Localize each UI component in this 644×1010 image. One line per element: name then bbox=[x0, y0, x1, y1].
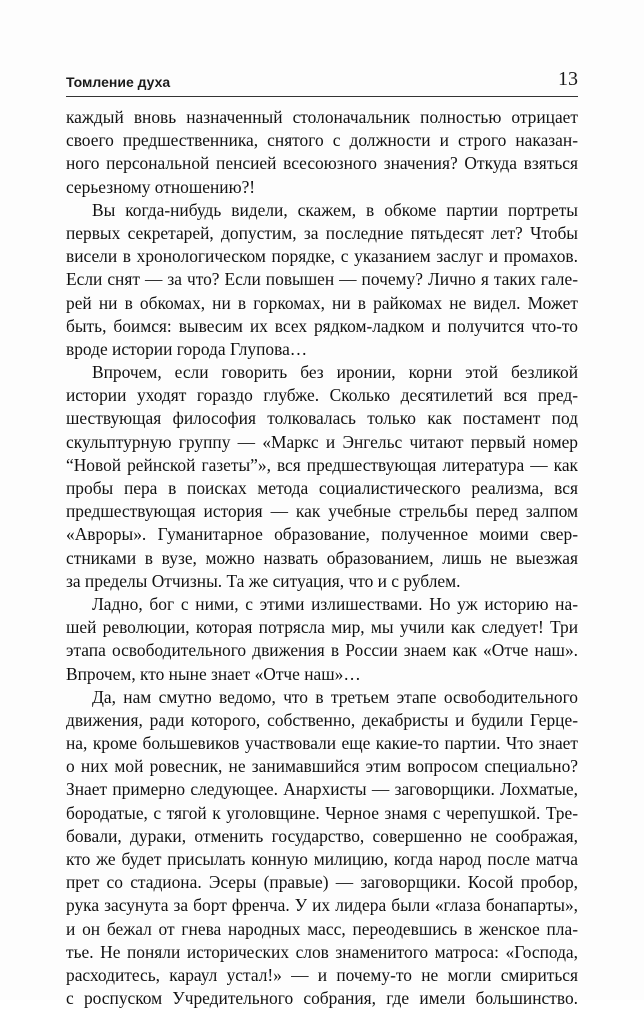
text-line: на, кроме большевиков участвовали еще какие-то партии. Что знает bbox=[66, 733, 578, 754]
text-line: прет со стадиона. Эсеры (правые) — заговорщики. Косой пробор, bbox=[66, 872, 578, 893]
text-line: движения, ради которого, собственно, декабристы и будили Герце- bbox=[66, 709, 578, 730]
text-line: истории уходят гораздо глубже. Сколько десятилетий вся пред- bbox=[66, 385, 578, 406]
text-line: о них мой ровесник, не занимавшийся этим вопросом специально? bbox=[66, 756, 578, 777]
text-line: Знает примерно следующее. Анархисты — заговорщики. Лохматые, bbox=[66, 779, 578, 800]
text-line: кто же будет присылать конную милицию, когда народ после матча bbox=[66, 849, 578, 869]
text-line: серьезному отношению?! bbox=[66, 176, 256, 197]
text-line: пробы пера в поисках метода социалистического реализма, вся bbox=[66, 478, 578, 498]
paragraph bbox=[66, 593, 578, 686]
text-line: бородатые, с тягой к уголовщине. Черное знамя с черепушкой. Тре- bbox=[66, 802, 578, 823]
text-line: Впрочем, если говорить без иронии, корни этой безликой bbox=[92, 362, 578, 383]
text-line: каждый вновь назначенный столоначальник полностью отрицает bbox=[66, 107, 578, 127]
page-number: 13 bbox=[558, 68, 578, 90]
running-title: Томление духа bbox=[66, 74, 171, 90]
text-line: своего предшественника, снятого с должности и строго наказан- bbox=[66, 130, 578, 151]
body-text bbox=[66, 106, 578, 1010]
text-line: быть, боимся: вывесим их всех рядком-ладком и получится что-то bbox=[66, 315, 578, 336]
text-line: Если снят — за что? Если повышен — почему? Лично я таких гале- bbox=[66, 269, 578, 290]
text-line: первых секретарей, допустим, за последние пятьдесят лет? Чтобы bbox=[66, 222, 578, 243]
text-line: «Авроры». Гуманитарное образование, полученное моими свер- bbox=[66, 524, 578, 545]
text-line: “Новой рейнской газеты”», вся предшествующая литература — как bbox=[66, 454, 578, 475]
text-line: рей ни в обкомах, ни в горкомах, ни в райкомах не видел. Может bbox=[66, 292, 578, 313]
text-line: рука засунута за борт френча. У их лидера были «глаза бонапарты», bbox=[66, 895, 578, 916]
text-line: этапа освободительного движения в России знаем как «Отче наш». bbox=[66, 640, 578, 661]
text-line: Вы когда-нибудь видели, скажем, в обкоме партии портреты bbox=[92, 199, 578, 220]
text-line: за пределы Отчизны. Та же ситуация, что и с рублем. bbox=[66, 570, 461, 591]
text-line: Да, нам смутно ведомо, что в третьем этапе освободительного bbox=[92, 686, 578, 707]
header-rule bbox=[66, 96, 578, 97]
paragraph bbox=[66, 361, 578, 593]
running-header bbox=[66, 68, 578, 94]
text-line: расходитесь, караул устал!» — и почему-то не могли смириться bbox=[66, 964, 578, 985]
text-line: Ладно, бог с ними, с этими излишествами. Но уж историю на- bbox=[92, 593, 578, 614]
text-line: шествующая философия толковалась только как постамент под bbox=[66, 408, 578, 429]
text-line: шей революции, которая потрясла мир, мы учили как следует! Три bbox=[66, 617, 578, 638]
text-line: вроде истории города Глупова… bbox=[66, 338, 308, 359]
paragraph bbox=[66, 199, 578, 361]
text-line: Впрочем, кто ныне знает «Отче наш»… bbox=[66, 663, 361, 684]
paragraph bbox=[66, 106, 578, 199]
text-line: бовали, дураки, отменить государство, совершенно не соображая, bbox=[66, 825, 578, 846]
text-line: предшествующая история — как учебные стрельбы перед залпом bbox=[66, 501, 578, 522]
text-line: стниками в вузе, можно назвать образованием, лишь не выезжая bbox=[66, 547, 578, 568]
text-line: скульптурную группу — «Маркс и Энгельс читают первый номер bbox=[66, 431, 578, 452]
text-line: тье. Не поняли исторических слов знаменитого матроса: «Господа, bbox=[66, 941, 578, 962]
text-line: ного персональной пенсией всесоюзного значения? Откуда взяться bbox=[66, 153, 578, 174]
text-line: висели в хронологическом порядке, с указанием заслуг и промахов. bbox=[66, 246, 578, 267]
text-line: и он бежал от гнева народных масс, переодевшись в женское пла- bbox=[66, 918, 578, 939]
text-line: с роспуском Учредительного собрания, где имели большинство. bbox=[66, 988, 578, 1009]
paragraph bbox=[66, 686, 578, 1010]
